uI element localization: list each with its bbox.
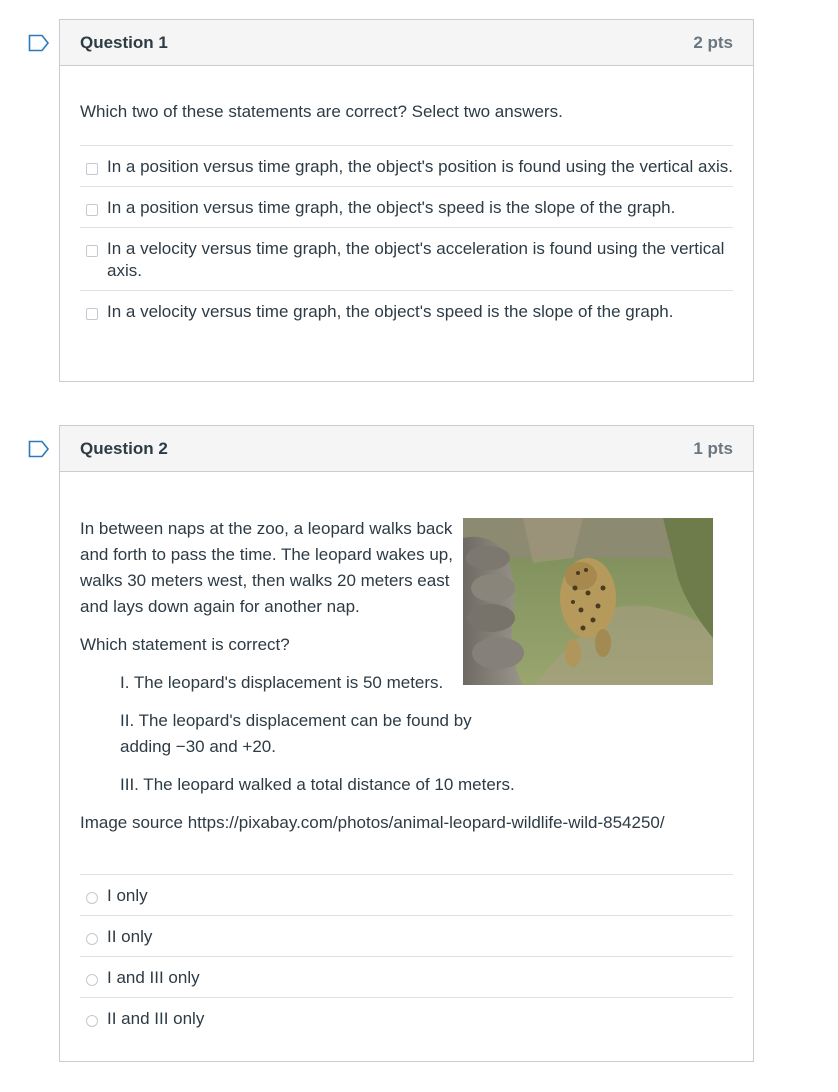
answer-label: II and III only — [107, 1009, 205, 1028]
answer-label: In a velocity versus time graph, the object's speed is the slope of the graph. — [107, 302, 674, 321]
question-title: Question 2 — [80, 438, 168, 458]
question-2 — [59, 425, 754, 1062]
radio-button[interactable] — [86, 974, 98, 986]
answer-list — [80, 874, 733, 1038]
question-header — [60, 20, 753, 66]
checkbox[interactable] — [86, 204, 98, 216]
answer-label: In a position versus time graph, the object's position is found using the vertical axis. — [107, 157, 733, 176]
checkbox[interactable] — [86, 245, 98, 257]
answer-option[interactable] — [80, 145, 733, 186]
statement-1: I. The leopard's displacement is 50 meters. — [120, 673, 444, 692]
answer-label: I and III only — [107, 968, 200, 987]
question-1 — [59, 19, 754, 382]
radio-button[interactable] — [86, 892, 98, 904]
question-title: Question 1 — [80, 32, 168, 52]
checkbox[interactable] — [86, 308, 98, 320]
leopard-image — [463, 518, 713, 685]
question-points: 2 pts — [693, 32, 733, 52]
answer-option[interactable] — [80, 874, 733, 915]
statement-2: II. The leopard's displacement can be found by adding −30 and +20. — [120, 711, 472, 756]
answer-label: II only — [107, 927, 153, 946]
answer-option[interactable] — [80, 997, 733, 1038]
question-prompt: Which statement is correct? — [80, 635, 290, 654]
question-prompt: Which two of these statements are correct? Select two answers. — [80, 102, 563, 121]
answer-option[interactable] — [80, 227, 733, 290]
answer-option[interactable] — [80, 186, 733, 227]
radio-button[interactable] — [86, 1015, 98, 1027]
answer-option[interactable] — [80, 956, 733, 997]
question-points: 1 pts — [693, 438, 733, 458]
flag-question-icon[interactable] — [28, 34, 50, 52]
question-header — [60, 426, 753, 472]
flag-question-icon[interactable] — [28, 440, 50, 458]
statement-3: III. The leopard walked a total distance of 10 meters. — [120, 775, 515, 794]
answer-list — [80, 145, 733, 331]
answer-label: In a position versus time graph, the object's speed is the slope of the graph. — [107, 198, 676, 217]
answer-label: In a velocity versus time graph, the object's acceleration is found using the vertical axis. — [107, 239, 725, 280]
answer-option[interactable] — [80, 290, 733, 331]
radio-button[interactable] — [86, 933, 98, 945]
checkbox[interactable] — [86, 163, 98, 175]
answer-label: I only — [107, 886, 148, 905]
answer-option[interactable] — [80, 915, 733, 956]
question-intro: In between naps at the zoo, a leopard walks back and forth to pass the time. The leopard wakes up, walks 30 meters west, then walks 20 meters east and lays down again for another nap. — [80, 519, 453, 616]
image-source: Image source https://pixabay.com/photos/animal-leopard-wildlife-wild-854250/ — [80, 813, 665, 832]
